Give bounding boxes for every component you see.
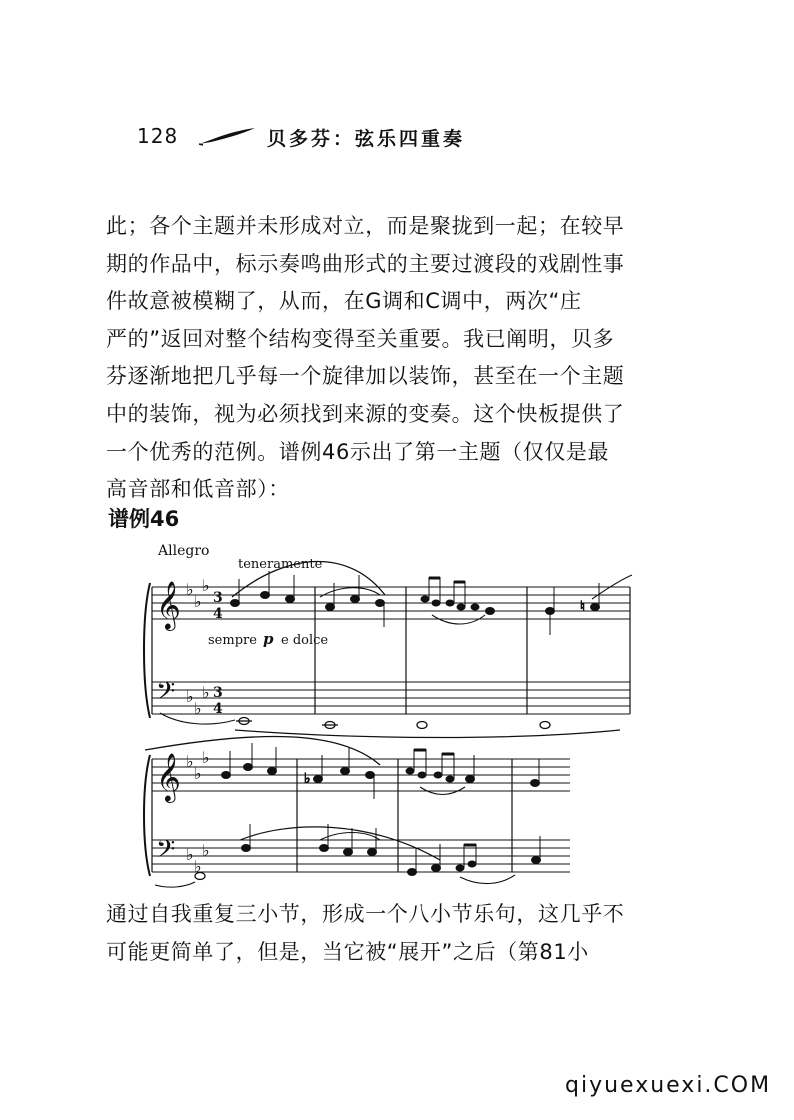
expression-marking: teneramente (238, 557, 323, 572)
key-signature-treble (186, 576, 210, 611)
svg-text:♭: ♭ (202, 576, 210, 595)
paragraph-1 (106, 208, 676, 509)
svg-text:♭: ♭ (186, 845, 194, 864)
text-line: 严的”返回对整个结构变得至关重要。我已阐明，贝多 (106, 326, 615, 351)
text-line: 高音部和低音部）： (106, 477, 290, 502)
svg-text:𝄞: 𝄞 (156, 752, 181, 801)
example-label: 谱例46 (108, 507, 180, 531)
tempo-marking: Allegro (158, 543, 210, 559)
quill-icon (197, 126, 257, 146)
bass-staff-2 (152, 840, 570, 872)
music-score (140, 535, 640, 895)
paragraph-2 (106, 896, 676, 971)
svg-text:♭: ♭ (194, 592, 202, 611)
text-line: 期的作品中，标示奏鸣曲形式的主要过渡段的戏剧性事 (106, 251, 625, 276)
svg-text:♭: ♭ (304, 771, 311, 787)
treble-clef-icon: 𝄞 (156, 580, 181, 629)
svg-text:♭: ♭ (194, 857, 202, 876)
dynamic-dolce: e dolce (281, 633, 329, 648)
bass-clef-icon: 𝄢 (156, 677, 176, 712)
page-header (137, 124, 697, 154)
dynamic-sempre: sempre (208, 633, 257, 648)
svg-text:𝄢: 𝄢 (156, 835, 176, 870)
svg-text:♭: ♭ (194, 699, 202, 718)
text-line: 件故意被模糊了，从而，在G调和C调中，两次“庄 (106, 289, 582, 314)
svg-text:♮: ♮ (580, 599, 586, 615)
bass-staff-1 (152, 682, 630, 714)
page-number: 128 (137, 124, 179, 148)
svg-text:3: 3 (213, 685, 223, 701)
svg-text:3: 3 (213, 590, 223, 606)
header-title: 贝多芬：弦乐四重奏 (267, 128, 466, 150)
brace-icon (144, 583, 150, 718)
key-signature-bass (186, 683, 210, 718)
svg-text:♭: ♭ (186, 687, 194, 706)
dynamic-p: p (263, 630, 274, 648)
svg-text:♭: ♭ (202, 841, 210, 860)
text-line: 可能更简单了，但是，当它被“展开”之后（第81小 (106, 939, 589, 964)
text-line: 一个优秀的范例。谱例46示出了第一主题（仅仅是最 (106, 439, 610, 464)
watermark-footer: qiyuexuexi.COM (565, 1073, 772, 1098)
svg-text:♭: ♭ (186, 752, 194, 771)
treble-staff-1 (152, 587, 630, 619)
svg-text:4: 4 (213, 701, 223, 717)
text-line: 芬逐渐地把几乎每一个旋律加以装饰，甚至在一个主题 (106, 364, 625, 389)
svg-text:4: 4 (213, 606, 223, 622)
time-signature (213, 590, 223, 717)
svg-text:♭: ♭ (186, 580, 194, 599)
text-line: 中的装饰，视为必须找到来源的变奏。这个快板提供了 (106, 401, 625, 426)
treble-staff-2 (152, 759, 570, 791)
svg-text:♭: ♭ (202, 748, 210, 767)
svg-text:♭: ♭ (194, 764, 202, 783)
text-line: 此；各个主题并未形成对立，而是聚拢到一起；在较早 (106, 214, 625, 238)
svg-text:♭: ♭ (202, 683, 210, 702)
text-line: 通过自我重复三小节，形成一个八小节乐句，这几乎不 (106, 902, 625, 926)
